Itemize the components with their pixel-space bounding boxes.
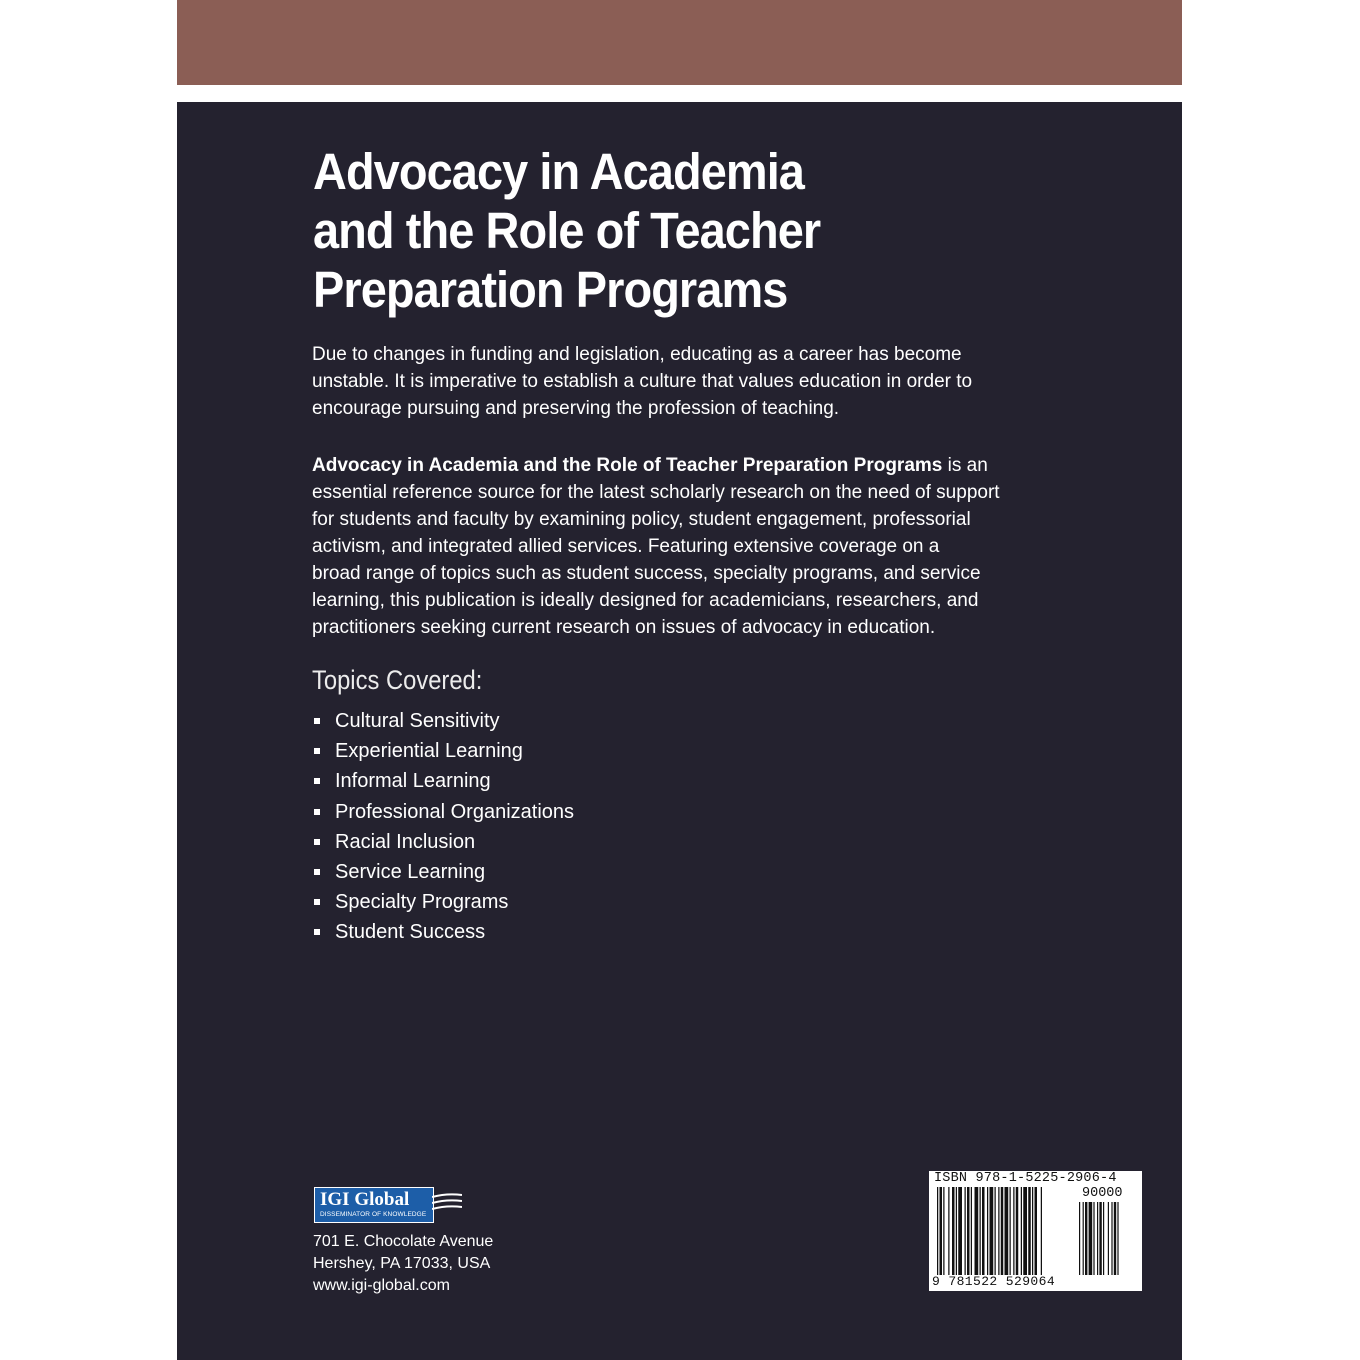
barcode-bar	[1023, 1187, 1027, 1275]
title-line: Preparation Programs	[313, 261, 788, 318]
isbn-label: ISBN 978-1-5225-2906-4	[934, 1171, 1117, 1186]
intro-line: encourage pursuing and preserving the profession of teaching.	[312, 398, 840, 419]
barcode-bar	[971, 1187, 972, 1275]
intro-line: Due to changes in funding and legislation, educating as a career has become	[312, 344, 962, 365]
bullet-icon	[314, 899, 320, 905]
topic-label: Specialty Programs	[335, 891, 509, 914]
intro-paragraph	[312, 341, 1052, 422]
barcode-bar	[948, 1187, 949, 1275]
swoosh-icon	[432, 1193, 462, 1215]
bullet-icon	[314, 839, 320, 845]
logo-name: IGI Global	[320, 1189, 410, 1210]
list-item	[312, 706, 574, 736]
barcode-bar	[1028, 1187, 1031, 1275]
topic-label: Cultural Sensitivity	[335, 710, 500, 733]
barcode-bar	[958, 1187, 962, 1275]
topics-heading: Topics Covered:	[312, 665, 483, 695]
barcode-bar	[1041, 1187, 1042, 1275]
barcode-bar	[1035, 1187, 1038, 1275]
barcode-addon-bar	[1083, 1202, 1084, 1275]
description-bold-title: Advocacy in Academia and the Role of Teacher Preparation Programs	[312, 455, 943, 476]
back-cover	[177, 102, 1182, 1360]
isbn-barcode	[929, 1171, 1142, 1291]
list-item	[312, 917, 574, 947]
description-first-line-rest: is an	[942, 455, 988, 476]
barcode-digits: 9 781522 529064	[932, 1274, 1056, 1289]
bullet-icon	[314, 748, 320, 754]
topic-label: Service Learning	[335, 861, 486, 884]
barcode-bar	[975, 1187, 979, 1275]
barcode-bar	[1001, 1187, 1004, 1275]
barcode-addon-bar	[1089, 1202, 1093, 1275]
list-item	[312, 797, 574, 827]
bullet-icon	[314, 929, 320, 935]
barcode-bar	[1016, 1187, 1019, 1275]
barcode-bar	[937, 1187, 938, 1275]
barcode-bar	[1005, 1187, 1009, 1275]
barcode-bar	[998, 1187, 999, 1275]
topic-label: Racial Inclusion	[335, 830, 476, 853]
bullet-icon	[314, 718, 320, 724]
barcode-addon-bar	[1079, 1202, 1080, 1275]
list-item	[312, 827, 574, 857]
bullet-icon	[314, 869, 320, 875]
barcode-addon-bar	[1097, 1202, 1098, 1275]
logo-tagline: DISSEMINATOR OF KNOWLEDGE	[320, 1211, 427, 1218]
description-paragraph	[312, 452, 1072, 641]
barcode-bar	[956, 1187, 957, 1275]
topic-label: Informal Learning	[335, 770, 491, 793]
barcode-bar	[965, 1187, 966, 1275]
logo-box	[314, 1187, 434, 1223]
title-line: and the Role of Teacher	[313, 202, 821, 259]
barcode-addon-bar	[1085, 1202, 1087, 1275]
barcode-bar	[987, 1187, 988, 1275]
publisher-logo	[314, 1187, 464, 1225]
barcode-bar	[967, 1187, 970, 1275]
barcode-bar	[990, 1187, 994, 1275]
barcode-addon-bar	[1111, 1202, 1112, 1275]
barcode-bar	[1021, 1187, 1022, 1275]
barcode-addon-bar	[1093, 1202, 1094, 1275]
topics-list	[312, 706, 574, 948]
barcode-bar	[1032, 1187, 1033, 1275]
barcode-bar	[982, 1187, 985, 1275]
address-line: Hershey, PA 17033, USA	[313, 1255, 491, 1272]
description-line: essential reference source for the latest scholarly research on the need of support	[312, 482, 1000, 503]
title-line: Advocacy in Academia	[313, 143, 804, 200]
topic-label: Professional Organizations	[335, 800, 575, 823]
description-first-line	[312, 452, 1072, 479]
description-line: for students and faculty by examining policy, student engagement, professorial	[312, 509, 971, 530]
barcode-bar	[980, 1187, 981, 1275]
description-line: activism, and integrated allied services. Featuring extensive coverage on a	[312, 536, 940, 557]
list-item	[312, 736, 574, 766]
top-color-band	[177, 0, 1182, 85]
description-line: learning, this publication is ideally designed for academicians, researchers, and	[312, 590, 979, 611]
barcode-addon-bar	[1108, 1202, 1109, 1275]
list-item	[312, 857, 574, 887]
book-title	[313, 142, 865, 319]
barcode-bar	[952, 1187, 955, 1275]
list-item	[312, 766, 574, 796]
topic-label: Student Success	[335, 921, 486, 944]
description-line: practitioners seeking current research on issues of advocacy in education.	[312, 617, 936, 638]
barcode-addon-bar	[1114, 1202, 1116, 1275]
bullet-icon	[314, 809, 320, 815]
barcode-addon-bar	[1099, 1202, 1101, 1275]
address-line: 701 E. Chocolate Avenue	[313, 1233, 494, 1250]
barcode-addon-bar	[1117, 1202, 1118, 1275]
list-item	[312, 887, 574, 917]
topic-label: Experiential Learning	[335, 740, 523, 763]
barcode-bar	[1013, 1187, 1014, 1275]
barcode-bar	[940, 1187, 943, 1275]
description-line: broad range of topics such as student success, specialty programs, and service	[312, 563, 981, 584]
publisher-address	[313, 1231, 493, 1297]
barcode-bar	[943, 1187, 944, 1275]
barcode-addon-bar	[1103, 1202, 1104, 1275]
intro-line: unstable. It is imperative to establish a culture that values education in order to	[312, 371, 973, 392]
bullet-icon	[314, 778, 320, 784]
barcode-bar	[1010, 1187, 1011, 1275]
price-code: 90000	[1082, 1186, 1123, 1201]
address-url: www.igi-global.com	[313, 1277, 450, 1294]
barcode-bar	[995, 1187, 996, 1275]
